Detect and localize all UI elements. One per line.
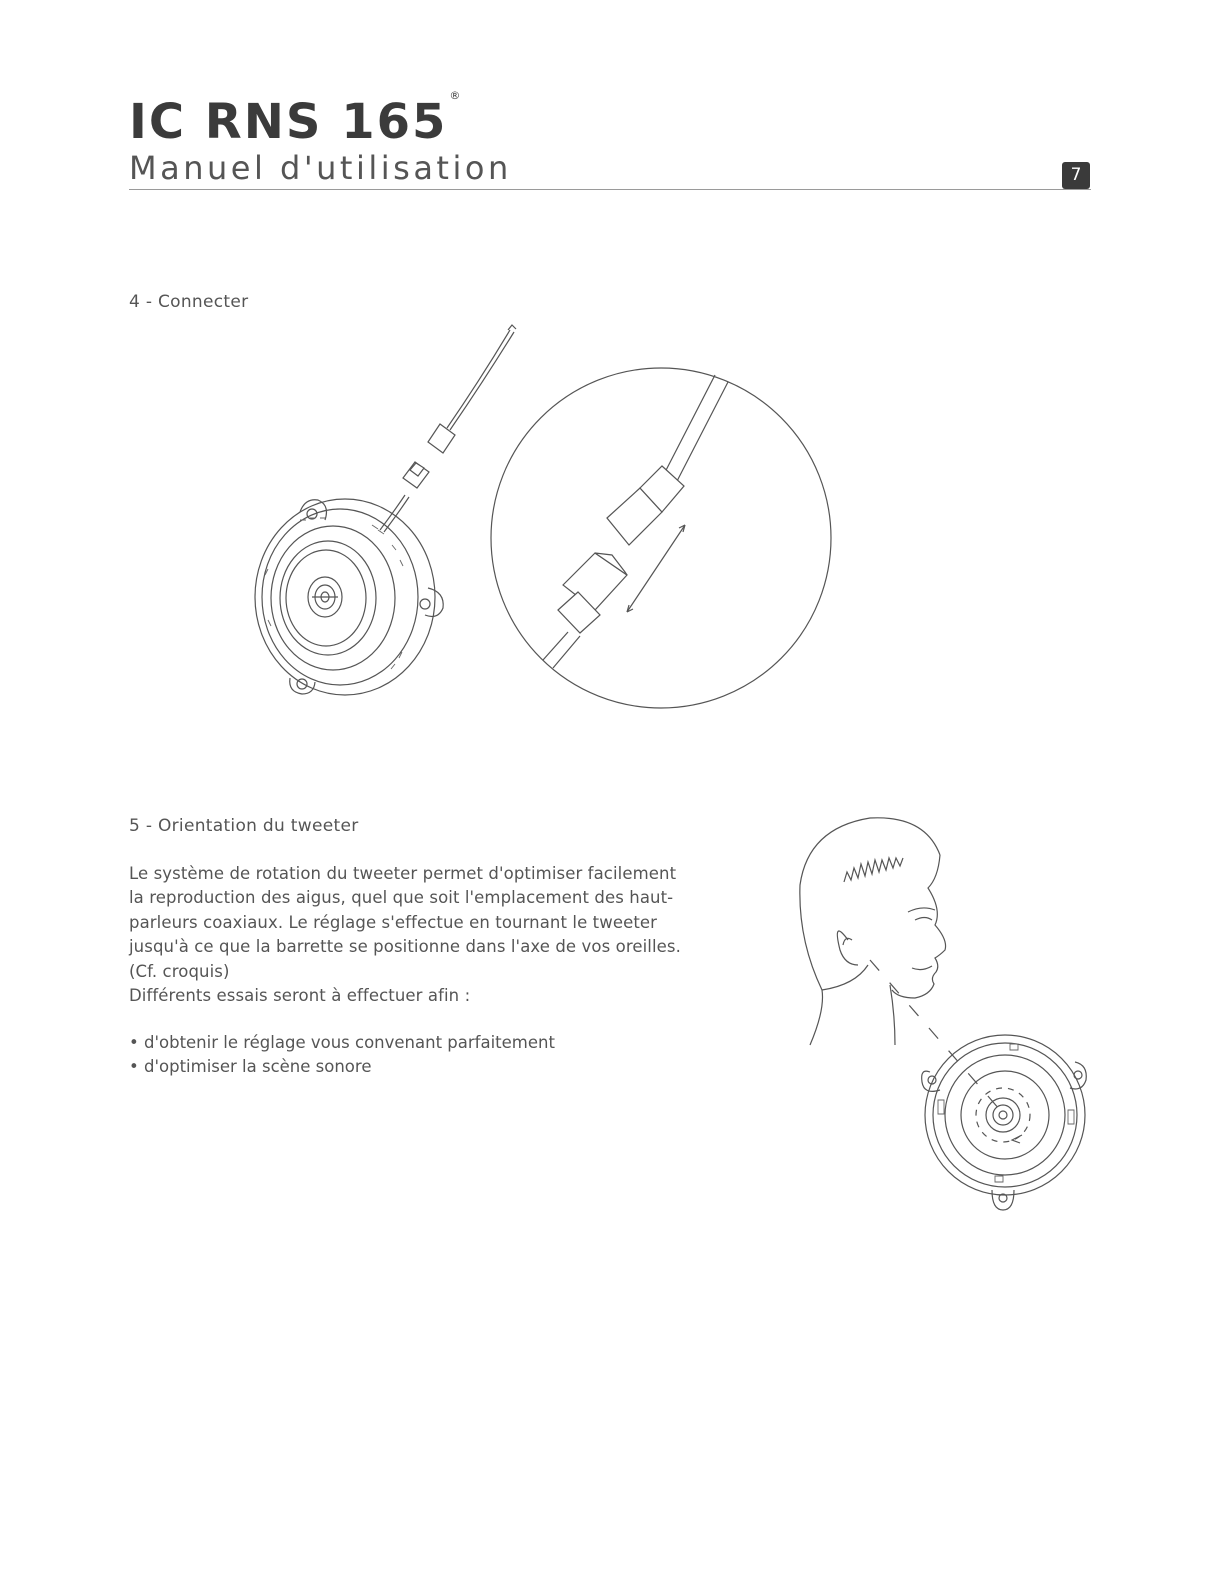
section-4-heading: 4 - Connecter bbox=[129, 292, 249, 312]
manual-subtitle: Manuel d'utilisation bbox=[129, 149, 512, 187]
orientation-dashes bbox=[870, 960, 1000, 1110]
product-title: IC RNS 165 ® bbox=[129, 89, 463, 150]
section-5-heading: 5 - Orientation du tweeter bbox=[129, 816, 359, 836]
paragraph-line: jusqu'à ce que la barrette se positionne dans l'axe de vos oreilles. bbox=[129, 937, 681, 957]
paragraph-line: (Cf. croquis) bbox=[129, 961, 230, 981]
list-item: • d'optimiser la scène sonore bbox=[129, 1055, 555, 1079]
speaker-top-view bbox=[922, 1035, 1087, 1210]
paragraph-line: la reproduction des aigus, quel que soit l'emplacement des haut- bbox=[129, 888, 674, 908]
paragraph-line: Différents essais seront à effectuer afin : bbox=[129, 986, 471, 1006]
registered-mark: ® bbox=[449, 89, 463, 102]
page-number-badge: 7 bbox=[1062, 162, 1090, 189]
list-item: • d'obtenir le réglage vous convenant parfaitement bbox=[129, 1031, 555, 1055]
paragraph-line: Le système de rotation du tweeter permet d'optimiser facilement bbox=[129, 864, 677, 883]
head-drawing bbox=[800, 818, 946, 1045]
paragraph-line: parleurs coaxiaux. Le réglage s'effectue en tournant le tweeter bbox=[129, 912, 658, 932]
